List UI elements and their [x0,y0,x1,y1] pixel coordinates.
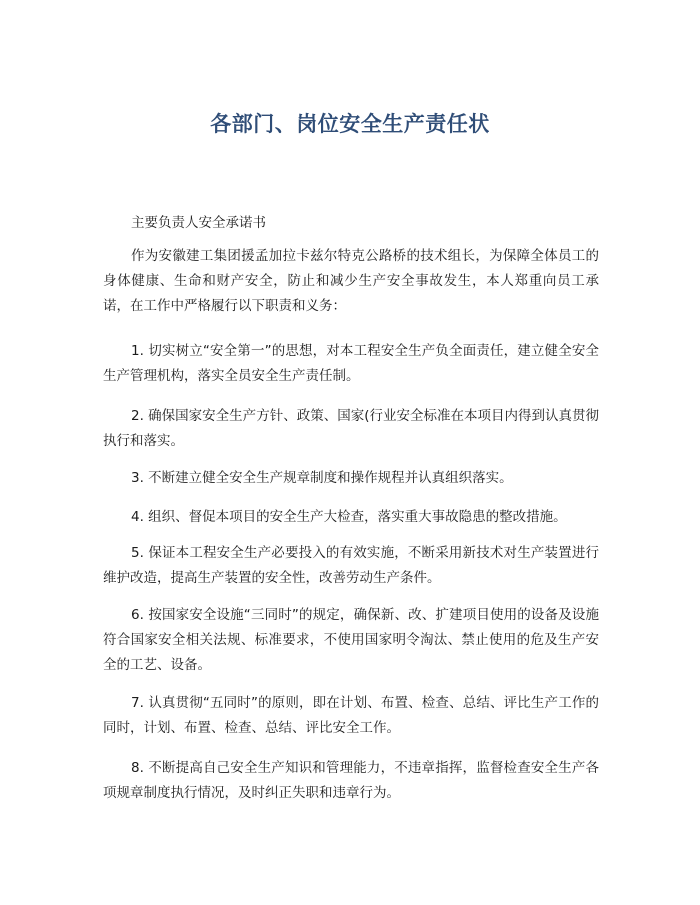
list-item: 7. 认真贯彻“五同时”的原则，即在计划、布置、检查、总结、评比生产工作的同时，计划、布置、检查、总结、评比安全工作。 [103,695,599,736]
list-item: 1. 切实树立“安全第一”的思想，对本工程安全生产负全面责任，建立健全安全生产管理机构，落实全员安全生产责任制。 [103,343,599,384]
document-title: 各部门、岗位安全生产责任状 [210,112,490,136]
list-item: 2. 确保国家安全生产方针、政策、国家(行业安全标准在本项目内得到认真贯彻执行和落实。 [103,408,599,449]
document-subtitle: 主要负责人安全承诺书 [131,215,266,231]
list-item: 5. 保证本工程安全生产必要投入的有效实施，不断采用新技术对生产装置进行维护改造，提高生产装置的安全性，改善劳动生产条件。 [103,545,599,586]
list-item: 6. 按国家安全设施“三同时”的规定，确保新、改、扩建项目使用的设备及设施符合国家安全相关法规、标准要求，不使用国家明令淘汰、禁止使用的危及生产安全的工艺、设备。 [103,607,599,673]
intro-paragraph: 作为安徽建工集团援孟加拉卡兹尔特克公路桥的技术组长，为保障全体员工的身体健康、生命和财产安全，防止和减少生产安全事故发生，本人郑重向员工承诺，在工作中严格履行以下职责和义务： [103,248,599,314]
list-item: 3. 不断建立健全安全生产规章制度和操作规程并认真组织落实。 [131,470,513,486]
list-item: 4. 组织、督促本项目的安全生产大检查，落实重大事故隐患的整改措施。 [131,509,567,525]
list-item: 8. 不断提高自己安全生产知识和管理能力，不违章指挥，监督检查安全生产各项规章制度执行情况，及时纠正失职和违章行为。 [103,760,599,801]
